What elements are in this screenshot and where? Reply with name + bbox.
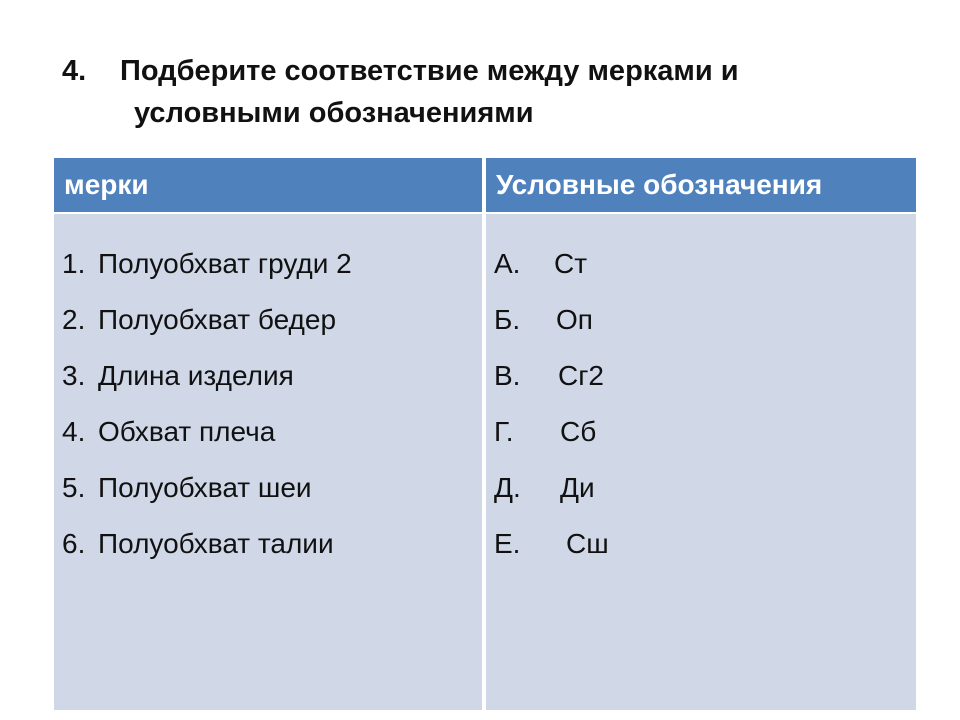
list-item: [494, 348, 609, 404]
item-code: Сш: [566, 528, 609, 559]
item-letter: А.: [494, 248, 521, 279]
list-item: [62, 404, 352, 460]
item-letter: Б.: [494, 304, 521, 335]
item-letter: Е.: [494, 528, 521, 559]
question-text-line2: условными обозначениями: [134, 97, 534, 129]
list-item: [494, 404, 609, 460]
item-code: Ди: [560, 472, 595, 503]
list-item: [494, 460, 609, 516]
list-item: [494, 292, 609, 348]
item-code: Ст: [554, 248, 588, 279]
item-text: Обхват плеча: [98, 416, 276, 447]
measures-cell: [54, 214, 482, 710]
item-text: Полуобхват шеи: [98, 472, 312, 503]
list-item: [494, 516, 609, 572]
item-number: 5.: [62, 472, 86, 503]
item-letter: Г.: [494, 416, 514, 447]
symbols-list: [494, 236, 609, 572]
item-code: Оп: [556, 304, 593, 335]
list-item: [62, 460, 352, 516]
item-code: Сг2: [558, 360, 605, 391]
item-number: 1.: [62, 248, 86, 279]
list-item: [62, 516, 352, 572]
item-number: 4.: [62, 416, 86, 447]
item-text: Полуобхват бедер: [98, 304, 337, 335]
item-number: 3.: [62, 360, 86, 391]
question-number: 4.: [62, 55, 87, 87]
question-heading: [62, 50, 922, 134]
item-text: Полуобхват талии: [98, 528, 334, 559]
list-item: [62, 236, 352, 292]
symbols-cell: [486, 214, 916, 710]
list-item: [494, 236, 609, 292]
measures-list: [62, 236, 352, 572]
header-measures: мерки: [54, 158, 482, 212]
item-text: Полуобхват груди 2: [98, 248, 352, 279]
item-number: 2.: [62, 304, 86, 335]
item-letter: В.: [494, 360, 521, 391]
header-symbols: Условные обозначения: [486, 158, 916, 212]
item-code: Сб: [560, 416, 597, 447]
list-item: [62, 348, 352, 404]
item-text: Длина изделия: [98, 360, 294, 391]
list-item: [62, 292, 352, 348]
item-letter: Д.: [494, 472, 521, 503]
question-text-line1: Подберите соответствие между мерками и: [120, 55, 739, 87]
matching-table: [54, 158, 916, 710]
item-number: 6.: [62, 528, 86, 559]
